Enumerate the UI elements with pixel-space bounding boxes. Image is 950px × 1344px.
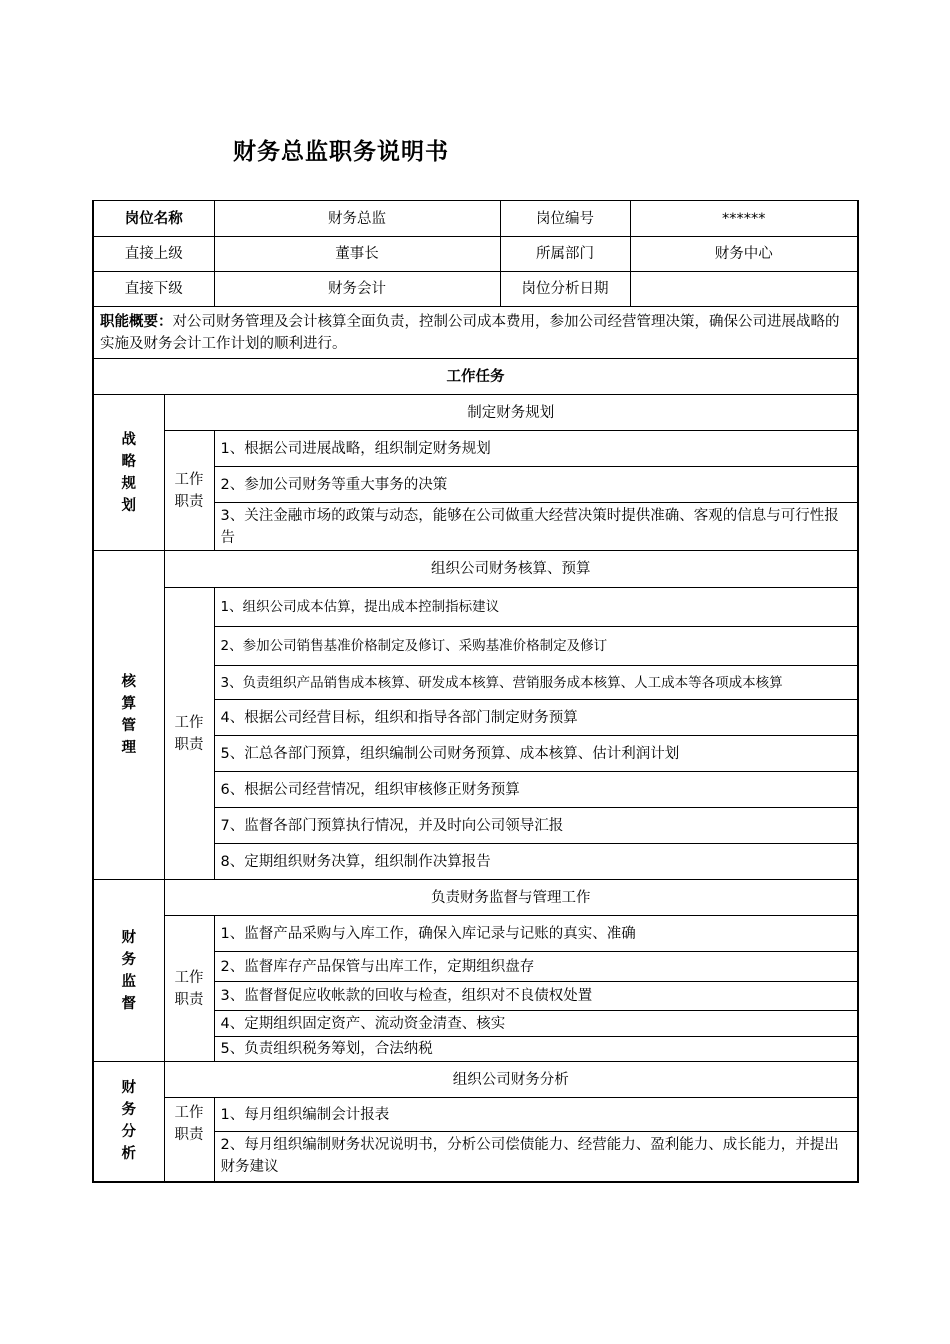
task-item: 4、根据公司经营目标，组织和指导各部门制定财务预算 — [214, 700, 858, 736]
task-item: 7、监督各部门预算执行情况，并及时向公司领导汇报 — [214, 808, 858, 844]
analysis-date-value — [630, 272, 858, 307]
subordinate-value: 财务会计 — [214, 272, 500, 307]
task-item: 2、每月组织编制财务状况说明书，分析公司偿债能力、经营能力、盈利能力、成长能力，并提出财务建议 — [214, 1132, 858, 1182]
superior-value: 董事长 — [214, 237, 500, 272]
subordinate-label: 直接下级 — [93, 272, 214, 307]
dept-label: 所属部门 — [500, 237, 630, 272]
section-name-analysis: 财 务 分 析 — [93, 1062, 164, 1182]
post-name-label: 岗位名称 — [93, 201, 214, 237]
task-item: 4、定期组织固定资产、流动资金清查、核实 — [214, 1011, 858, 1037]
overview-label: 职能概要： — [100, 313, 173, 330]
analysis-date-label: 岗位分析日期 — [500, 272, 630, 307]
document-title: 财务总监职务说明书 — [233, 139, 449, 165]
duty-label: 工作 职责 — [164, 431, 214, 551]
task-item: 3、监督督促应收帐款的回收与检查，组织对不良债权处置 — [214, 982, 858, 1011]
task-item: 2、参加公司销售基准价格制定及修订、采购基准价格制定及修订 — [214, 627, 858, 666]
task-item: 2、参加公司财务等重大事务的决策 — [214, 467, 858, 503]
duty-label: 工作 职责 — [164, 1098, 214, 1182]
task-item: 5、汇总各部门预算，组织编制公司财务预算、成本核算、估计利润计划 — [214, 736, 858, 772]
task-item: 6、根据公司经营情况，组织审核修正财务预算 — [214, 772, 858, 808]
section-name-accounting: 核 算 管 理 — [93, 551, 164, 880]
superior-label: 直接上级 — [93, 237, 214, 272]
task-item: 1、根据公司进展战略，组织制定财务规划 — [214, 431, 858, 467]
job-description-table — [92, 200, 859, 1183]
duty-label: 工作 职责 — [164, 916, 214, 1062]
overview-text: 对公司财务管理及会计核算全面负责，控制公司成本费用，参加公司经营管理决策，确保公司进展战略的实施及财务会计工作计划的顺利进行。 — [100, 313, 840, 352]
post-name-value: 财务总监 — [214, 201, 500, 237]
tasks-header: 工作任务 — [93, 359, 858, 395]
section-heading-accounting: 组织公司财务核算、预算 — [164, 551, 858, 588]
task-item: 3、负责组织产品销售成本核算、研发成本核算、营销服务成本核算、人工成本等各项成本核算 — [214, 666, 858, 700]
task-item: 1、组织公司成本估算，提出成本控制指标建议 — [214, 588, 858, 627]
task-item: 3、关注金融市场的政策与动态，能够在公司做重大经营决策时提供准确、客观的信息与可行性报告 — [214, 503, 858, 551]
section-heading-analysis: 组织公司财务分析 — [164, 1062, 858, 1098]
task-item: 1、监督产品采购与入库工作，确保入库记录与记账的真实、准确 — [214, 916, 858, 952]
task-item: 1、每月组织编制会计报表 — [214, 1098, 858, 1132]
task-item: 5、负责组织税务筹划，合法纳税 — [214, 1037, 858, 1062]
post-no-value: ****** — [630, 201, 858, 237]
task-item: 8、定期组织财务决算，组织制作决算报告 — [214, 844, 858, 880]
duty-label: 工作 职责 — [164, 588, 214, 880]
section-name-strategy: 战 略 规 划 — [93, 395, 164, 551]
post-no-label: 岗位编号 — [500, 201, 630, 237]
section-heading-strategy: 制定财务规划 — [164, 395, 858, 431]
overview-cell — [93, 307, 858, 359]
task-item: 2、监督库存产品保管与出库工作，定期组织盘存 — [214, 952, 858, 982]
section-name-supervision: 财 务 监 督 — [93, 880, 164, 1062]
section-heading-supervision: 负责财务监督与管理工作 — [164, 880, 858, 916]
dept-value: 财务中心 — [630, 237, 858, 272]
